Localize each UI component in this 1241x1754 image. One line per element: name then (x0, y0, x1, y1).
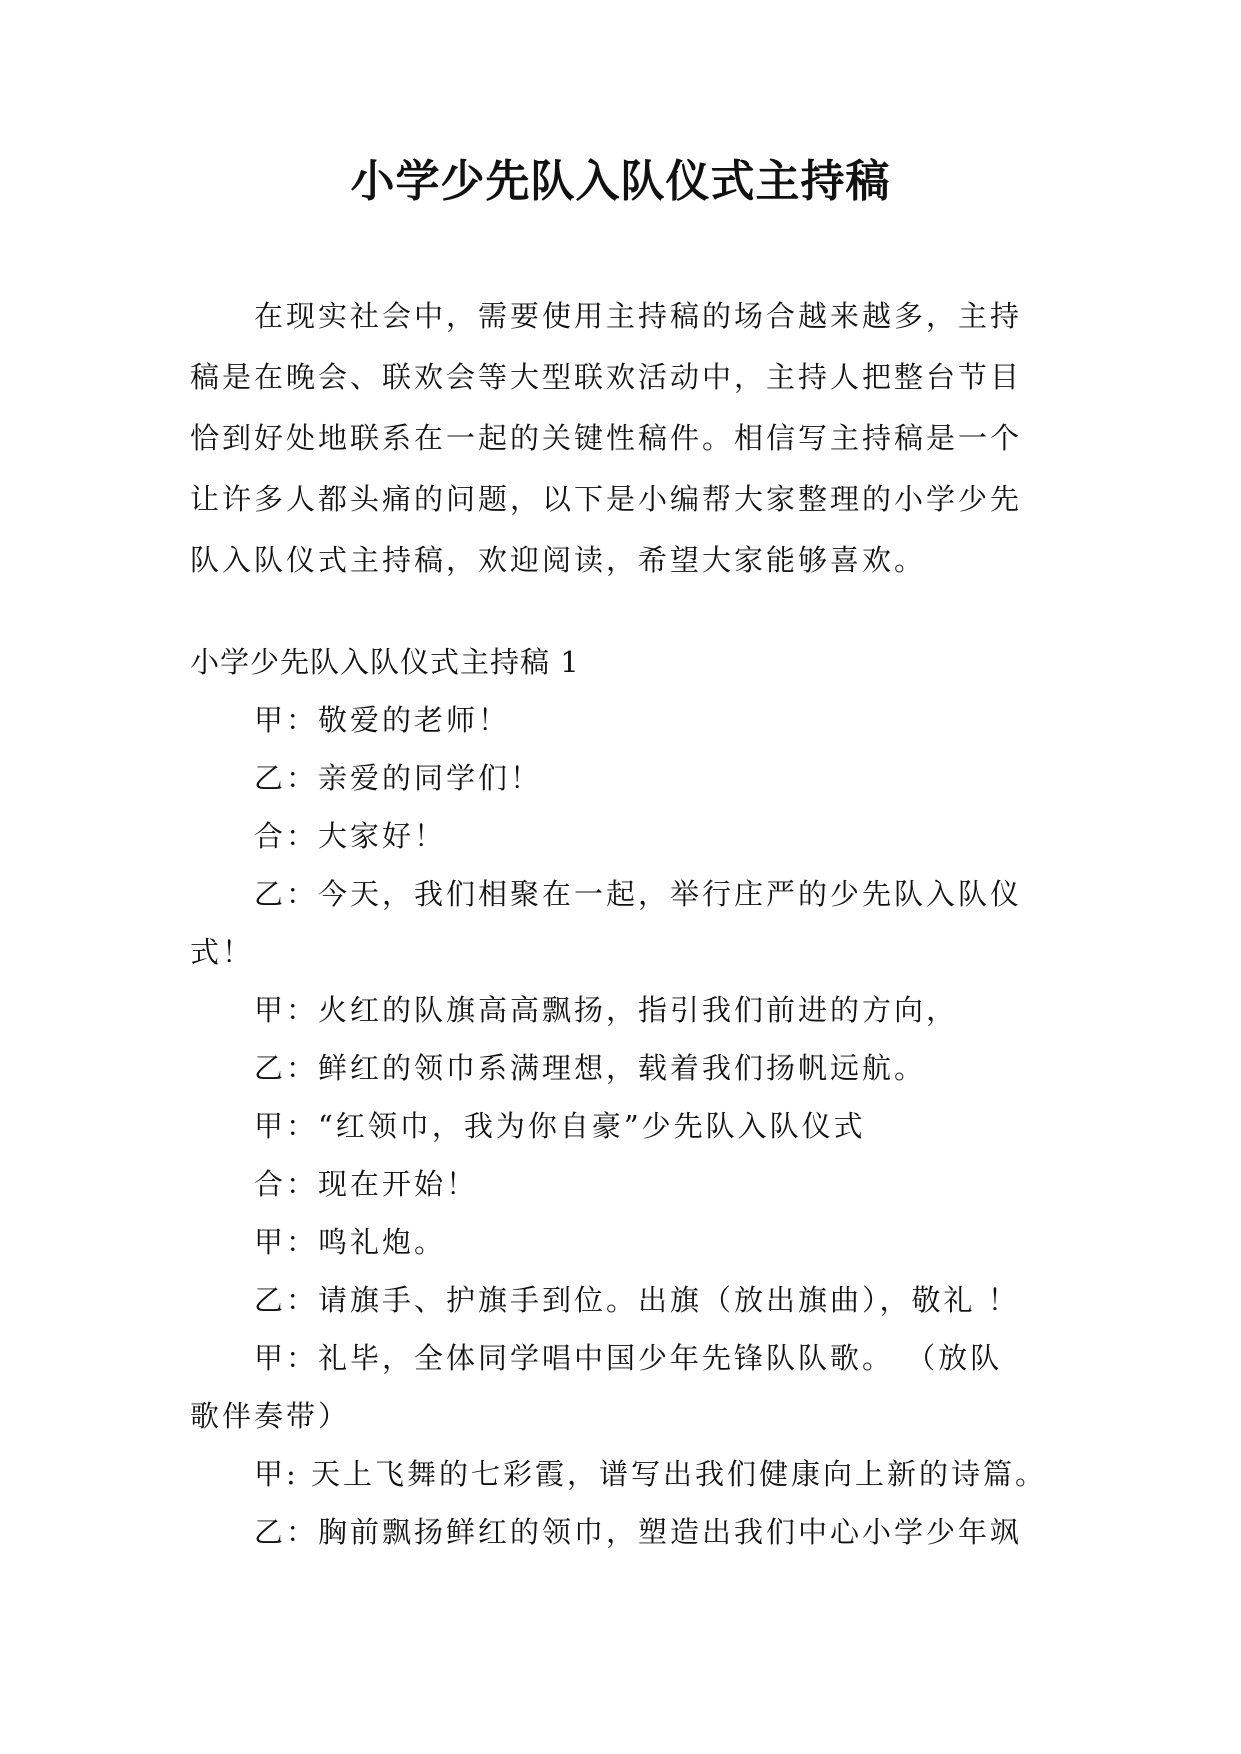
script-line: 甲：礼毕，全体同学唱中国少年先锋队队歌。 （放队 (254, 1341, 1003, 1375)
script-line: 甲: 天上飞舞的七彩霞，谱写出我们健康向上新的诗篇。 (254, 1457, 1047, 1491)
section-heading: 小学少先队入队仪式主持稿 1 (190, 645, 580, 679)
script-line: 合：现在开始！ (254, 1167, 479, 1201)
script-line: 乙：胸前飘扬鲜红的领巾，塑造出我们中心小学少年飒 (254, 1515, 1023, 1549)
script-line: 式！ (190, 935, 255, 969)
intro-paragraph (190, 286, 1050, 591)
script-line: 乙：今天，我们相聚在一起，举行庄严的少先队入队仪 (254, 877, 1023, 911)
host-script (190, 633, 1050, 1561)
document-title: 小学少先队入队仪式主持稿 (350, 156, 891, 207)
script-line: 甲：敬爱的老师！ (254, 703, 511, 737)
script-line: 甲：火红的队旗高高飘扬，指引我们前进的方向， (254, 993, 959, 1027)
intro-line: 稿是在晚会、联欢会等大型联欢活动中，主持人把整台节目 (190, 360, 1023, 394)
script-line: 乙：请旗手、护旗手到位。出旗（放出旗曲），敬礼 ！ (254, 1283, 1020, 1317)
script-line: 乙：鲜红的领巾系满理想，载着我们扬帆远航。 (254, 1051, 927, 1085)
intro-line: 在现实社会中，需要使用主持稿的场合越来越多，主持 (254, 299, 1023, 333)
intro-line: 让许多人都头痛的问题，以下是小编帮大家整理的小学少先 (190, 482, 1023, 516)
intro-line: 恰到好处地联系在一起的关键性稿件。相信写主持稿是一个 (190, 421, 1023, 455)
script-line: 甲：鸣礼炮。 (254, 1225, 447, 1259)
intro-line: 队入队仪式主持稿，欢迎阅读，希望大家能够喜欢。 (190, 543, 927, 577)
script-line: 甲：“红领巾，我为你自豪”少先队入队仪式 (254, 1109, 866, 1143)
script-line: 歌伴奏带） (190, 1399, 351, 1433)
script-line: 乙：亲爱的同学们！ (254, 761, 543, 795)
script-line: 合：大家好！ (254, 819, 447, 853)
